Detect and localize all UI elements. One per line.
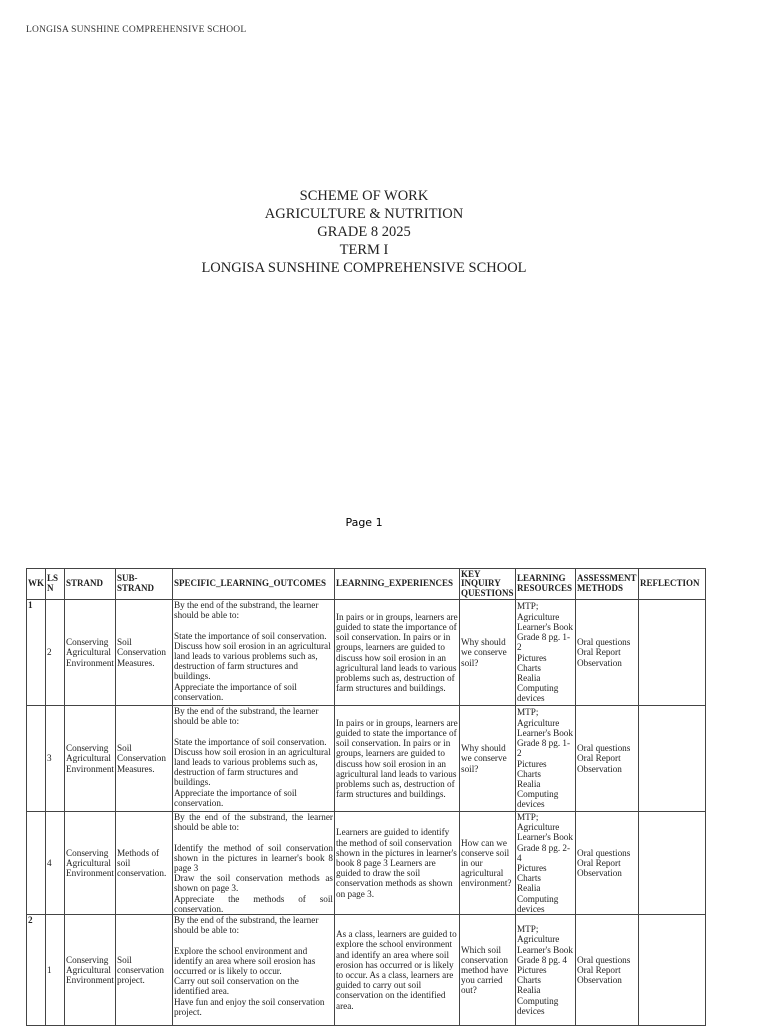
cell-outcomes: By the end of the substrand, the learner should be able to: Identify the method of soil conservation shown in the pictures in learner's book 8 page 3 Draw the soil conservation methods as shown on page 3. Appreciate the methods of soil conservation. (174, 812, 333, 914)
cell-reflection (639, 812, 706, 915)
header-experiences: LEARNING_EXPERIENCES (335, 569, 460, 600)
header-school-name: LONGISA SUNSHINE COMPREHENSIVE SCHOOL (26, 25, 247, 35)
cell-questions: Why should we conserve soil? (460, 600, 516, 706)
header-questions: KEY INQUIRY QUESTIONS (461, 568, 514, 598)
title-line-4: TERM I (339, 242, 389, 258)
title-line-1: SCHEME OF WORK (299, 188, 429, 204)
cell-lsn: 3 (46, 706, 65, 812)
scheme-of-work-table (26, 568, 706, 1026)
cell-wk (27, 706, 46, 812)
cell-experiences: In pairs or in groups, learners are guided to state the importance of soil conservation. In pairs or in groups, learners are guided to discuss how soil erosion in an agricultural land leads to various problems such as, destruction of farm structures and buildings. (335, 706, 460, 812)
title-line-2: AGRICULTURE & NUTRITION (264, 206, 464, 222)
header-wk: WK (27, 569, 46, 600)
table-header-row (27, 569, 706, 600)
cell-substrand: Methods of soil conservation. (116, 812, 173, 915)
table-row (27, 706, 706, 812)
cell-experiences: As a class, learners are guided to explore the school environment and identify an area where soil erosion has occurred or is likely to occur. As a class, learners are guided to carry out soil conservation on the identified area. (335, 915, 460, 1026)
cell-resources: MTP; Agriculture Learner's Book Grade 8 pg. 2-4 Pictures Charts Realia Computing devices (516, 812, 576, 915)
cell-outcomes: By the end of the substrand, the learner should be able to: State the importance of soil conservation. Discuss how soil erosion in an agricultural land leads to various problems such as, destruction of farm structures and buildings. Appreciate the importance of soil conservation. (173, 706, 335, 812)
cell-experiences: Learners are guided to identify the method of soil conservation shown in the pictures in learner's book 8 page 3 Learners are guided to draw the soil conservation methods as shown on page 3. (335, 812, 460, 915)
header-lsn: LSN (46, 569, 65, 600)
cell-assessment: Oral questions Oral Report Observation (576, 600, 639, 706)
cell-questions: Which soil conservation method have you carried out? (460, 915, 516, 1026)
cell-reflection (639, 915, 706, 1026)
cell-experiences: In pairs or in groups, learners are guided to state the importance of soil conservation. In pairs or in groups, learners are guided to discuss how soil erosion in an agricultural land leads to various problems such as, destruction of farm structures and buildings. (335, 600, 460, 706)
cell-questions: Why should we conserve soil? (460, 706, 516, 812)
cell-lsn: 1 (46, 915, 65, 1026)
cell-wk: 2 (27, 915, 46, 1026)
cell-strand: Conserving Agricultural Environment (65, 915, 116, 1026)
table-row (27, 812, 706, 915)
cell-reflection (639, 600, 706, 706)
header-outcomes: SPECIFIC_LEARNING_OUTCOMES (173, 569, 335, 600)
table-row (27, 600, 706, 706)
cell-substrand: Soil Conservation Measures. (116, 706, 173, 812)
header-strand: STRAND (65, 569, 116, 600)
header-reflection: REFLECTION (639, 569, 706, 600)
cell-lsn: 2 (46, 600, 65, 706)
cell-questions: How can we conserve soil in our agricultural environment? (460, 812, 516, 915)
cell-resources: MTP; Agriculture Learner's Book Grade 8 pg. 1-2 Pictures Charts Realia Computing devices (516, 600, 576, 706)
cell-substrand: Soil conservation project. (116, 915, 173, 1026)
cell-strand: Conserving Agricultural Environment (65, 600, 116, 706)
cell-assessment: Oral questions Oral Report Observation (576, 812, 639, 915)
header-assessment: ASSESSMENT METHODS (576, 569, 639, 600)
cell-strand: Conserving Agricultural Environment (65, 812, 116, 915)
header-substrand: SUB-STRAND (116, 569, 173, 600)
title-line-5: LONGISA SUNSHINE COMPREHENSIVE SCHOOL (201, 260, 527, 276)
cell-strand: Conserving Agricultural Environment (65, 706, 116, 812)
table-row (27, 915, 706, 1026)
cell-wk (27, 812, 46, 915)
document-title-block (0, 187, 728, 277)
cell-assessment: Oral questions Oral Report Observation (576, 706, 639, 812)
page-number: Page 1 (345, 516, 383, 529)
cell-assessment: Oral questions Oral Report Observation (576, 915, 639, 1026)
header-resources: LEARNING RESOURCES (516, 569, 576, 600)
cell-lsn: 4 (46, 812, 65, 915)
cell-reflection (639, 706, 706, 812)
cell-resources: MTP; Agriculture Learner's Book Grade 8 pg. 1-2 Pictures Charts Realia Computing devices (516, 706, 576, 812)
cell-outcomes: By the end of the substrand, the learner should be able to: State the importance of soil conservation. Discuss how soil erosion in an agricultural land leads to various problems such as, destruction of farm structures and buildings. Appreciate the importance of soil conservation. (173, 600, 335, 706)
cell-wk: 1 (27, 600, 46, 706)
cell-outcomes: By the end of the substrand, the learner should be able to: Explore the school environment and identify an area where soil erosion has occurred or is likely to occur. Carry out soil conservation on the identified area. Have fun and enjoy the soil conservation project. (173, 915, 335, 1026)
cell-substrand: Soil Conservation Measures. (116, 600, 173, 706)
title-line-3: GRADE 8 2025 (317, 224, 411, 240)
cell-resources: MTP; Agriculture Learner's Book Grade 8 pg. 4 Pictures Charts Realia Computing devices (516, 915, 576, 1026)
